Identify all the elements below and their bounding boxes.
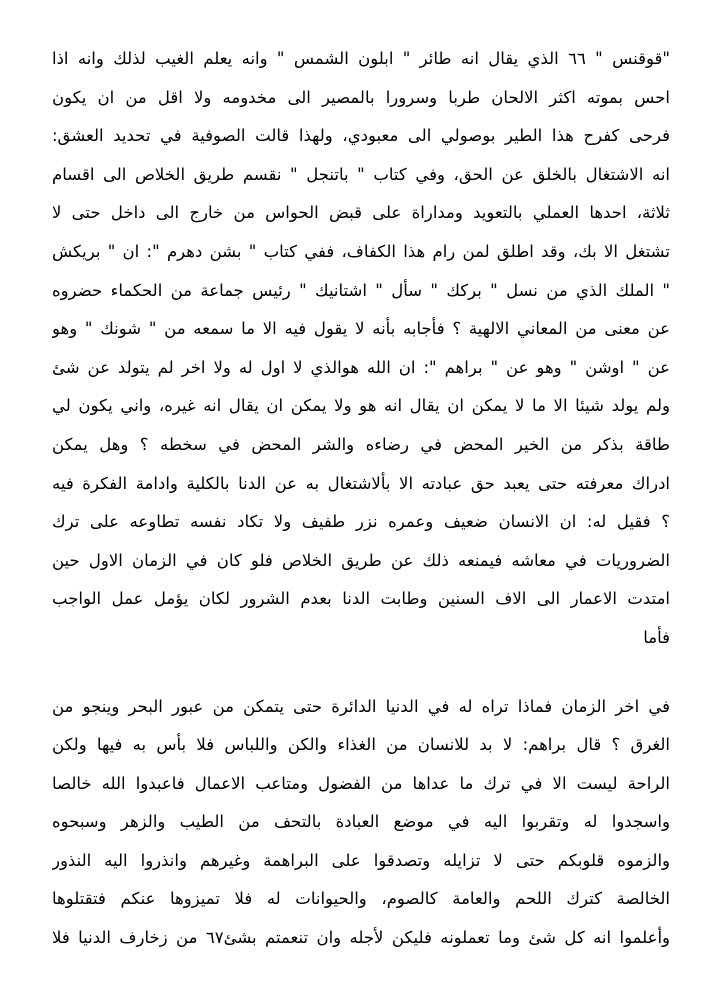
text-line: " الملك الذي من نسل " بركك " سأل " اشتانيك " رئيس جماعة من الحكماء حضروه [52, 280, 670, 300]
paragraph-gap [52, 658, 670, 688]
text-line: "قوقنس " ٦٦ الذي يقال انه طائر " ابلون الشمس " وانه يعلم الغيب لذلك وانه اذا [52, 49, 670, 68]
text-line: ثلاثة، احدها العملي بالتعويد ومداراة على قبض الحواس من خارج الى داخل حتى لا [52, 203, 670, 223]
text-line: واسجدوا له وتقربوا اليه في موضع العبادة بالتحف من الطيب والزهر وسبحوه [52, 812, 670, 832]
text-line: الغرق ؟ قال براهم: لا بد للانسان من الغذاء والكن واللباس فلا بأس به فيها ولكن [52, 735, 670, 755]
text-line: عن معنى من المعاني الالهية ؟ فأجابه بأنه لا يقول فيه الا ما سمعه من " شونك " وهو [52, 319, 670, 339]
text-line: الراحة ليست الا في ترك ما عداها من الفضول ومتاعب الاعمال فاعبدوا الله خالصا [52, 773, 670, 793]
paragraph-2 [52, 688, 670, 958]
paragraph-1 [52, 40, 670, 658]
text-line: ؟ فقيل له: ان الانسان ضعيف وعمره نزر طفيف ولا تكاد نفسه تطاوعه على ترك [52, 512, 670, 532]
text-line: ولم يولد شيئا الا ما لا يمكن ان يقال انه هو ولا يمكن ان يقال انه غيره، واني يكون لي [52, 396, 670, 416]
text-line: تشتغل الا بك، وقد اطلق لمن رام هذا الكفاف، ففي كتاب " بشن دهرم ": ان " بريكش [52, 241, 670, 261]
text-line: فأما [643, 627, 670, 647]
text-line: انه الاشتغال بالخلق عن الحق، وفي كتاب " باتنجل " نقسم طريق الخلاص الى اقسام [52, 164, 670, 184]
text-line: فرحى كفرح هذا الطير بوصولي الى معبودي، ولهذا قالت الصوفية في تحديد العشق: [52, 126, 670, 146]
text-line: والزموه قلوبكم حتى لا تزايله وتصدقوا على البراهمة وغيرهم وانذروا اليه النذور [52, 850, 670, 870]
text-line: عن " اوشن " وهو عن " براهم ": ان الله هوالذي لا اول له ولا اخر لم يتولد عن شئ [52, 357, 670, 377]
text-line: وأعلموا انه كل شئ وما تعملونه فليكن لأجله وان تنعمتم بشئ٦٧ من زخارف الدنيا فلا [52, 928, 670, 948]
text-line: في اخر الزمان فماذا تراه له في الدنيا الدائرة حتى يتمكن من عبور البحر وينجو من [52, 696, 670, 716]
text-line: طاقة بذكر من الخير المحض في رضاءه والشر المحض في سخطه ؟ وهل يمكن [52, 434, 670, 454]
text-line: امتدت الاعمار الى الاف السنين وطابت الدنا بعدم الشرور لكان يؤمل عمل الواجب [52, 589, 670, 609]
text-line: الضروريات في معاشه فيمنعه ذلك عن طريق الخلاص فلو كان في الزمان الاول حين [52, 550, 670, 570]
text-line: الخالصة كترك اللحم والعامة كالصوم، والحيوانات له فلا تميزوها عنكم فتقتلوها [52, 889, 670, 909]
text-line: ادراك معرفته حتى يعبد حق عبادته الا بألاشتغال به عن الدنا بالكلية وادامة الفكرة فيه [52, 473, 670, 493]
text-line: احس بموته اكثر الالحان طربا وسرورا بالمصير الى مخدومه ولا اقل من ان يكون [52, 87, 670, 107]
